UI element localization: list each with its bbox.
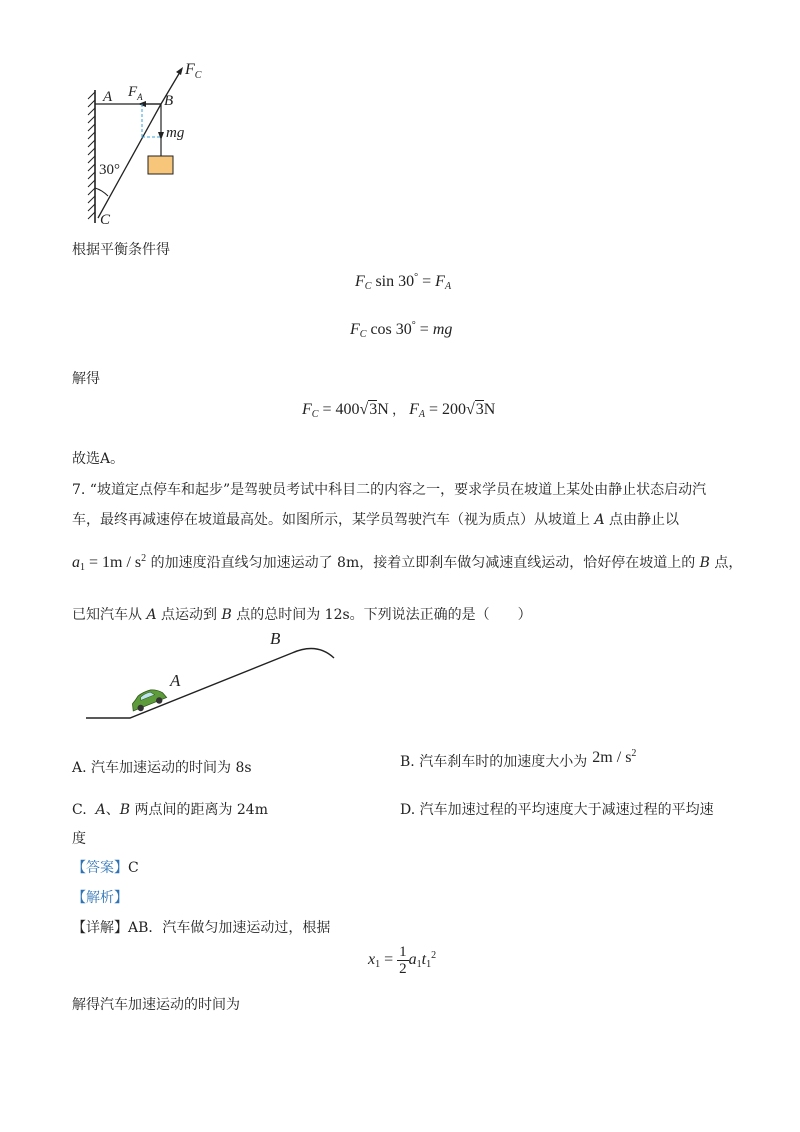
label-a: A [103,89,113,105]
q7-line-1: 7. “坡道定点停车和起步”是驾驶员考试中科目二的内容之一，要求学员在坡道上某处由静止状态启动汽 [72,482,707,498]
label-fa-sub: A [137,92,143,102]
detail-text: AB．汽车做匀加速运动过，根据 [128,920,331,936]
detail-line [72,919,330,937]
slope-label-b: B [270,629,281,648]
q7-line-2: 车，最终再减速停在坡道最高处。如图所示，某学员驾驶汽车（视为质点）从坡道上 A 点由静止以 [72,512,680,528]
detail-tag: 【详解】 [72,920,128,936]
label-mg: mg [166,125,185,141]
balance-text: 根据平衡条件得 [72,242,170,258]
option-d: D. 汽车加速过程的平均速度大于减速过程的平均速 [400,802,714,818]
answer-value: C [128,860,139,876]
equation-4: $x_1$ = $\frac{1}{2}$ $a_1t_1^2$ [368,944,437,977]
car-icon [128,685,168,714]
label-b: B [164,93,174,109]
equation-2: $F_C$ cos 30° = mg [350,320,453,340]
analysis-tag: 【解析】 [72,890,128,906]
solve-text: 解得 [72,371,100,387]
wall-hatching [88,92,95,219]
q7-line-4: 已知汽车从 A 点运动到 B 点的总时间为 12s。下列说法正确的是（ ） [72,607,532,623]
force-diagram [80,58,230,230]
label-fa: F [128,84,138,100]
slope-label-a: A [170,671,181,690]
option-a: A. 汽车加速运动的时间为 8s [72,760,252,776]
last-line: 解得汽车加速运动的时间为 [72,997,240,1013]
answer-line [72,859,139,877]
option-b: B. 汽车刹车时的加速度大小为 $2m / s^2$ [400,748,637,770]
q7-line-3: $a_1 = 1m / s^2$ 的加速度沿直线匀加速运动了 8m，接着立即刹车做匀减速直线运动，恰好停在坡道上的 B 点， [72,553,743,573]
weight-box [148,156,173,174]
option-d-cont: 度 [72,831,86,847]
answer-tag: 【答案】 [72,860,128,876]
option-c: C. A、B 两点间的距离为 24m [72,802,268,818]
choose-text: 故选A。 [72,451,125,467]
svg-text:FA [127,84,143,102]
slope-diagram [82,628,342,723]
svg-text:FC [184,61,202,81]
label-fc: F [185,61,195,78]
equation-3: $F_C = 400√3N$ ， $F_A = 200√3N$ [302,401,496,420]
slope-line [86,649,334,718]
label-angle: 30° [99,162,120,178]
equation-1: $F_C$ $\sin 30^\circ = F_A$ [355,272,452,292]
label-c: C [100,212,111,228]
label-fc-sub: C [194,70,202,81]
